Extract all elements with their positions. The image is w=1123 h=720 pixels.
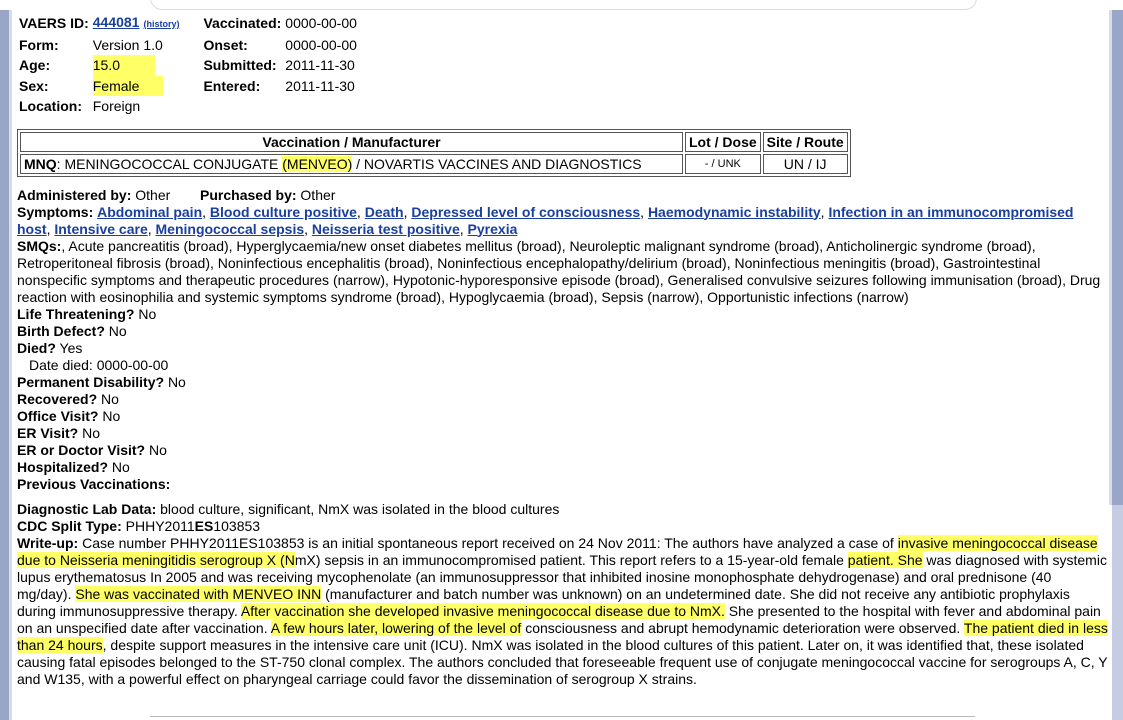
- site-route-value: UN / IJ: [763, 154, 848, 174]
- vaccine-code: MNQ: [24, 155, 57, 172]
- writeup-highlight-6: The patient died in less than 24 hours: [17, 619, 1108, 653]
- lab-data-line: [17, 501, 1109, 518]
- life-threatening-value: No: [138, 305, 157, 322]
- birth-defect-label: Birth Defect?: [17, 322, 105, 339]
- disability-label: Permanent Disability?: [17, 373, 165, 390]
- vaccine-name: : MENINGOCOCCAL CONJUGATE: [56, 155, 283, 172]
- submitted-value: 2011-11-30: [285, 57, 355, 73]
- age-label: Age:: [19, 57, 51, 73]
- vaccination-table-header: [20, 132, 848, 152]
- er-doctor-value: No: [148, 441, 167, 458]
- col-vaccination-manufacturer: Vaccination / Manufacturer: [20, 132, 683, 152]
- symptom-link[interactable]: Meningococcal sepsis: [155, 220, 305, 237]
- right-page-border: [1112, 10, 1123, 505]
- symptom-link[interactable]: Pyrexia: [467, 220, 518, 237]
- col-site-route: Site / Route: [763, 132, 848, 152]
- symptom-link[interactable]: Blood culture positive: [209, 203, 357, 220]
- recovered-label: Recovered?: [17, 390, 98, 407]
- symptom-link[interactable]: Infection in an immunocompromised host: [17, 203, 1074, 237]
- writeup-highlight-3: She was vaccinated with MENVEO INN: [75, 585, 322, 602]
- vaccinated-value: 0000-00-00: [285, 15, 357, 31]
- sex-value: Female: [93, 76, 163, 97]
- er-visit-line: [17, 425, 1109, 442]
- writeup-highlight-4: After vaccination she developed invasive meningococcal disease due to NmX.: [240, 602, 725, 619]
- symptom-link[interactable]: Haemodynamic instability: [647, 203, 821, 220]
- died-value: Yes: [59, 339, 83, 356]
- cdc-split-label: CDC Split Type:: [17, 517, 122, 534]
- office-visit-label: Office Visit?: [17, 407, 99, 424]
- smqs-label: SMQs:: [17, 237, 62, 254]
- date-died-label: Date died:: [29, 356, 93, 373]
- table-row: [20, 154, 848, 174]
- cdc-split-p2: ES: [194, 517, 214, 534]
- writeup-text-4: (manufacturer and batch number was unknown) on an undetermined date. She did not receive any antibiotic prophylaxis during immunosuppressive therapy.: [17, 585, 1070, 619]
- location-value: Foreign: [92, 98, 141, 114]
- smqs-line: [17, 238, 1109, 306]
- symptom-link[interactable]: Neisseria test positive: [311, 220, 460, 237]
- lab-data-text: blood culture, significant, NmX was isolated in the blood cultures: [160, 500, 560, 517]
- hospitalized-line: [17, 459, 1109, 476]
- writeup-paragraph: [17, 535, 1109, 688]
- birth-defect-value: No: [108, 322, 127, 339]
- symptom-link[interactable]: Depressed level of consciousness: [411, 203, 641, 220]
- purchased-label: Purchased by:: [200, 186, 297, 203]
- lab-data-label: Diagnostic Lab Data:: [17, 500, 157, 517]
- writeup-text-2: mX) sepsis in an immunocompromised patient. This report refers to a 15-year-old female: [294, 551, 848, 568]
- writeup-highlight-5: A few hours later, lowering of the level of: [270, 619, 522, 636]
- report-header: [19, 12, 361, 117]
- vaccinated-label: Vaccinated:: [203, 15, 282, 31]
- entered-value: 2011-11-30: [285, 77, 355, 94]
- died-label: Died?: [17, 339, 56, 356]
- administered-label: Administered by:: [17, 186, 132, 203]
- report-body: [17, 187, 1109, 688]
- onset-label: Onset:: [203, 36, 248, 53]
- birth-defect-line: [17, 323, 1109, 340]
- symptoms-line: Symptoms: Abdominal pain, Blood culture positive, Death, Depressed level of consciousness, Haemodynamic instability, Infection in an immunocompromised host, Intensive care, Meningococcal sepsis, Neisseria test positive, Pyrexia: [17, 203, 1074, 237]
- cdc-split-p1: PHHY2011: [125, 517, 195, 534]
- life-threatening-line: [17, 306, 1109, 323]
- writeup-highlight-1: invasive meningococcal disease due to Neisseria meningitidis serogroup X (N: [17, 534, 1098, 568]
- symptom-link[interactable]: Abdominal pain: [97, 203, 203, 220]
- right-page-border-lower: [1112, 505, 1123, 720]
- writeup-text-6: consciousness and abrupt hemodynamic deterioration were observed.: [521, 619, 964, 636]
- age-value: 15.0: [93, 55, 155, 76]
- col-lot-dose: Lot / Dose: [685, 132, 761, 152]
- disability-value: No: [167, 373, 186, 390]
- browser-top-bar: [0, 0, 1123, 10]
- entered-label: Entered:: [203, 77, 261, 94]
- writeup-text-5: She presented to the hospital with fever and abdominal pain on an unspecified date after vaccination.: [17, 602, 1101, 636]
- symptom-link[interactable]: Death: [364, 203, 404, 220]
- recovered-line: [17, 391, 1109, 408]
- writeup-text-3: was diagnosed with systemic lupus erythematosus In 2005 and was receiving mycophenolate (an immunosuppressor that inhibited inosine monophosphate dehydrogenase) and oral prednisone (40 mg/day).: [17, 551, 1107, 602]
- form-label: Form:: [19, 36, 59, 53]
- previous-vaccinations-line: [17, 476, 1109, 493]
- writeup-text-1: Case number PHHY2011ES103853 is an initial spontaneous report received on 24 Nov 2011: The authors have analyzed a case of: [82, 534, 898, 551]
- lot-dose-value: - / UNK: [685, 154, 761, 174]
- died-line: [17, 340, 1109, 357]
- cdc-split-line: [17, 518, 1109, 535]
- smqs-text: , Acute pancreatitis (broad), Hyperglycaemia/new onset diabetes mellitus (broad), Neuroleptic malignant syndrome (broad), Anticholinergic syndrome (broad), Retroperitoneal fibrosis (broad), Noninfectious encephalitis (broad), Noninfectious encephalopathy/delirium (broad), Noninfectious meningitis (broad), Gastrointestinal nonspecific symptoms and therapeutic procedures (narrow), Hypotonic-hyporesponsive episode (broad), Generalised convulsive seizures following immunisation (broad), Drug reaction with eosinophilia and systemic symptoms syndrome (broad), Hypoglycaemia (broad), Sepsis (narrow), Opportunistic infections (narrow): [17, 237, 1101, 305]
- writeup-highlight-2: patient. She: [847, 551, 923, 568]
- er-visit-label: ER Visit?: [17, 424, 79, 441]
- writeup-text-7: , despite support measures in the intensive care unit (ICU). NmX was isolated in the blood cultures of this patient. Later on, it was identified that, these isolated causing fatal episodes belonged to the ST-750 clonal complex. The authors concluded that foreseeable frequent use of conjugate meningococcal vaccine for serogroups A, C, Y and W135, with a powerful effect on pharyngeal carriage could favor the dissemination of serogroup X strains.: [17, 636, 1108, 687]
- vaccine-cell: [20, 154, 683, 174]
- history-link[interactable]: (history): [143, 19, 180, 29]
- age-cell: [93, 55, 204, 76]
- address-bar[interactable]: [150, 0, 977, 10]
- er-doctor-line: [17, 442, 1109, 459]
- symptom-link[interactable]: Intensive care: [54, 220, 148, 237]
- previous-vaccinations-label: Previous Vaccinations:: [17, 475, 171, 492]
- sex-cell: [93, 76, 204, 97]
- office-visit-line: [17, 408, 1109, 425]
- administered-line: [17, 187, 1109, 204]
- onset-value: 0000-00-00: [285, 36, 357, 53]
- left-page-border: [0, 10, 9, 720]
- form-value: Version 1.0: [92, 36, 163, 53]
- writeup-label: Write-up:: [17, 534, 79, 551]
- vaers-id-cell: [93, 12, 204, 35]
- hospitalized-value: No: [111, 458, 130, 475]
- hospitalized-label: Hospitalized?: [17, 458, 109, 475]
- vaccine-brand: (MENVEO): [282, 155, 353, 172]
- administered-value: Other: [135, 186, 171, 203]
- cdc-split-p3: 103853: [213, 517, 261, 534]
- bottom-divider: [150, 716, 975, 717]
- sex-label: Sex:: [19, 77, 49, 94]
- vaers-id-label: VAERS ID:: [19, 15, 89, 31]
- vaccination-table: [17, 129, 851, 177]
- disability-line: [17, 374, 1109, 391]
- life-threatening-label: Life Threatening?: [17, 305, 135, 322]
- vaers-id-link[interactable]: 444081: [92, 14, 140, 30]
- submitted-label: Submitted:: [203, 57, 277, 73]
- vaers-report: [17, 12, 1109, 688]
- date-died-value: 0000-00-00: [96, 356, 169, 373]
- office-visit-value: No: [102, 407, 121, 424]
- vaccine-manufacturer: / NOVARTIS VACCINES AND DIAGNOSTICS: [352, 155, 642, 172]
- er-doctor-label: ER or Doctor Visit?: [17, 441, 146, 458]
- recovered-value: No: [101, 390, 119, 407]
- symptoms-label: Symptoms:: [17, 203, 94, 220]
- purchased-value: Other: [300, 186, 336, 203]
- date-died-line: [17, 357, 1109, 374]
- er-visit-value: No: [82, 424, 100, 441]
- location-label: Location:: [19, 98, 82, 114]
- left-page-border-inner: [9, 10, 12, 720]
